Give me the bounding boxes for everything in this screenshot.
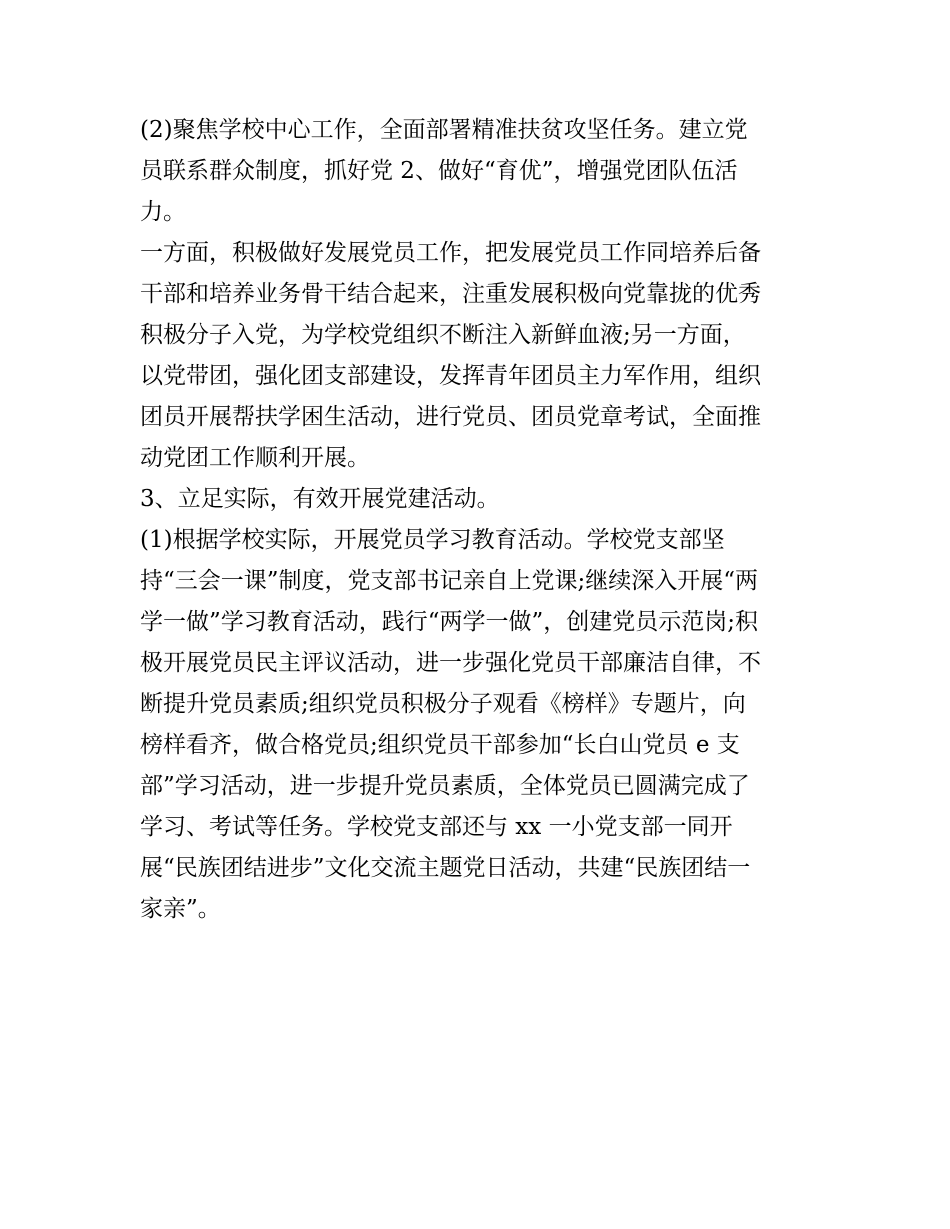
text-line: 学一做”学习教育活动，践行“两学一做”，创建党员示范岗;积 — [140, 609, 759, 635]
text-line: 部”学习活动，进一步提升党员素质，全体党员已圆满完成了 — [140, 773, 750, 799]
text-line: 团员开展帮扶学困生活动，进行党员、团员党章考试，全面推 — [140, 404, 761, 430]
text-line: 动党团工作顺利开展。 — [140, 445, 370, 471]
text-line: 学习、考试等任务。学校党支部还与 xx 一小党支部一同开 — [140, 814, 733, 840]
text-line: (1)根据学校实际，开展党员学习教育活动。学校党支部坚 — [140, 527, 725, 553]
text-line: 3、立足实际，有效开展党建活动。 — [140, 486, 500, 512]
body-text — [140, 110, 830, 930]
text-line: 持“三会一课”制度，党支部书记亲自上党课;继续深入开展“两 — [140, 568, 759, 594]
text-line: 断提升党员素质;组织党员积极分子观看《榜样》专题片，向 — [140, 691, 746, 717]
text-line: 极开展党员民主评议活动，进一步强化党员干部廉洁自律，不 — [140, 650, 761, 676]
text-line: 干部和培养业务骨干结合起来，注重发展积极向党靠拢的优秀 — [140, 281, 761, 307]
text-line: 积极分子入党，为学校党组织不断注入新鲜血液;另一方面， — [140, 322, 746, 348]
text-line: 家亲”。 — [140, 896, 221, 922]
text-line: 力。 — [140, 199, 186, 225]
text-line: 一方面，积极做好发展党员工作，把发展党员工作同培养后备 — [140, 240, 761, 266]
text-line: 以党带团，强化团支部建设，发挥青年团员主力军作用，组织 — [140, 363, 761, 389]
text-line: 榜样看齐，做合格党员;组织党员干部参加“长白山党员 e 支 — [140, 732, 740, 758]
text-line: 展“民族团结进步”文化交流主题党日活动，共建“民族团结一 — [140, 855, 751, 881]
text-line: (2)聚焦学校中心工作，全面部署精准扶贫攻坚任务。建立党 — [140, 117, 748, 143]
text-line: 员联系群众制度，抓好党 2、做好“育优”，增强党团队伍活 — [140, 158, 738, 184]
